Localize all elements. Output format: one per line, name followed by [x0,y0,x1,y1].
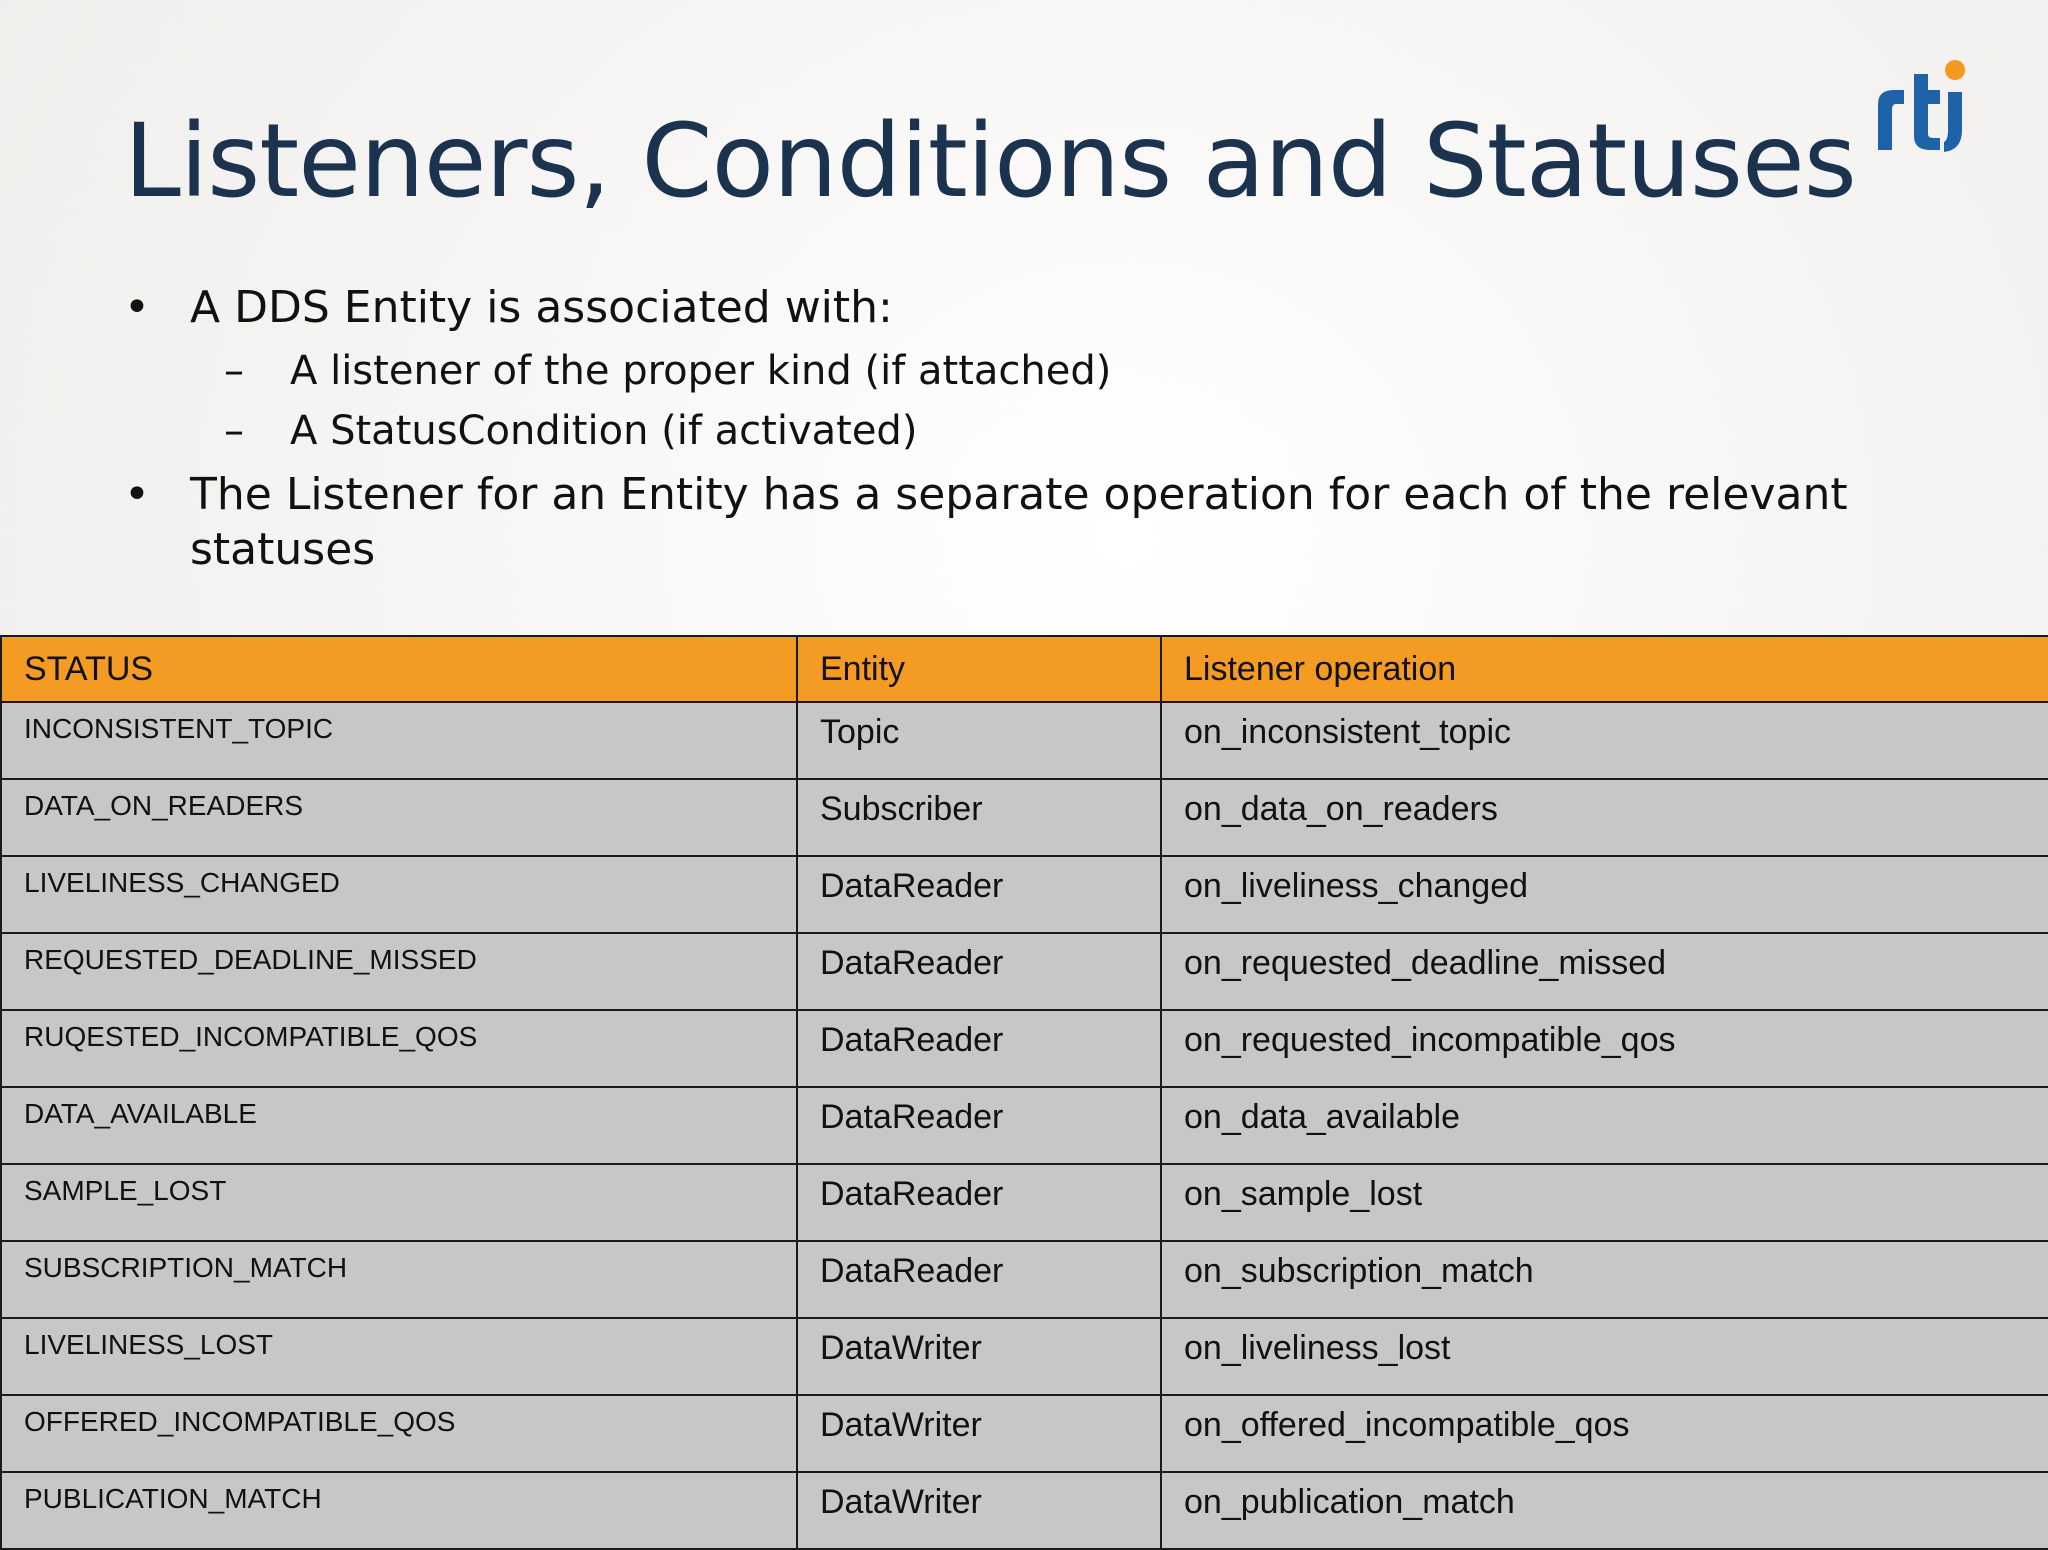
table-header-row [1,636,2048,702]
table-row [1,1395,2048,1472]
bullet-marker: • [124,469,150,520]
bullet-marker: • [124,282,150,333]
sub-bullet-marker: – [224,348,244,394]
status-cell: LIVELINESS_LOST [1,1318,797,1395]
sub-bullet-text: A listener of the proper kind (if attached) [290,348,1112,394]
entity-cell: DataWriter [797,1472,1161,1549]
header-entity: Entity [797,636,1161,702]
entity-cell: DataReader [797,1010,1161,1087]
sub-bullet-marker: – [224,408,244,454]
header-listener-operation: Listener operation [1161,636,2048,702]
entity-cell: DataReader [797,1164,1161,1241]
operation-cell: on_inconsistent_topic [1161,702,2048,779]
header-status: STATUS [1,636,797,702]
entity-cell: Subscriber [797,779,1161,856]
table-row [1,1164,2048,1241]
entity-cell: DataReader [797,856,1161,933]
operation-cell: on_offered_incompatible_qos [1161,1395,2048,1472]
table-row [1,1010,2048,1087]
status-cell: RUQESTED_INCOMPATIBLE_QOS [1,1010,797,1087]
slide-title: Listeners, Conditions and Statuses [124,102,1856,221]
status-cell: PUBLICATION_MATCH [1,1472,797,1549]
operation-cell: on_subscription_match [1161,1241,2048,1318]
status-cell: OFFERED_INCOMPATIBLE_QOS [1,1395,797,1472]
status-cell: LIVELINESS_CHANGED [1,856,797,933]
operation-cell: on_liveliness_lost [1161,1318,2048,1395]
operation-cell: on_data_on_readers [1161,779,2048,856]
entity-cell: DataReader [797,933,1161,1010]
status-cell: DATA_ON_READERS [1,779,797,856]
bullet-item [124,280,1924,335]
rti-logo [1876,58,1988,158]
operation-cell: on_liveliness_changed [1161,856,2048,933]
entity-cell: DataReader [797,1241,1161,1318]
entity-cell: DataWriter [797,1395,1161,1472]
sub-bullet-text: A StatusCondition (if activated) [290,408,918,454]
entity-cell: Topic [797,702,1161,779]
status-table [0,635,2048,1550]
table-row [1,856,2048,933]
operation-cell: on_sample_lost [1161,1164,2048,1241]
table-row [1,1472,2048,1549]
status-cell: SAMPLE_LOST [1,1164,797,1241]
bullet-text: A DDS Entity is associated with: [190,282,893,333]
table-row [1,1087,2048,1164]
sub-bullet-item [124,341,1924,401]
entity-cell: DataWriter [797,1318,1161,1395]
table-body [1,702,2048,1549]
status-cell: SUBSCRIPTION_MATCH [1,1241,797,1318]
operation-cell: on_data_available [1161,1087,2048,1164]
status-cell: INCONSISTENT_TOPIC [1,702,797,779]
bullet-list [124,280,1924,577]
table-row [1,779,2048,856]
entity-cell: DataReader [797,1087,1161,1164]
status-cell: DATA_AVAILABLE [1,1087,797,1164]
operation-cell: on_requested_deadline_missed [1161,933,2048,1010]
table-row [1,1241,2048,1318]
operation-cell: on_requested_incompatible_qos [1161,1010,2048,1087]
table-row [1,1318,2048,1395]
bullet-text: The Listener for an Entity has a separate operation for each of the relevant statuses [190,469,1848,575]
bullet-item [124,467,1924,577]
table-row [1,933,2048,1010]
status-cell: REQUESTED_DEADLINE_MISSED [1,933,797,1010]
operation-cell: on_publication_match [1161,1472,2048,1549]
sub-bullet-item [124,401,1924,461]
table-row [1,702,2048,779]
